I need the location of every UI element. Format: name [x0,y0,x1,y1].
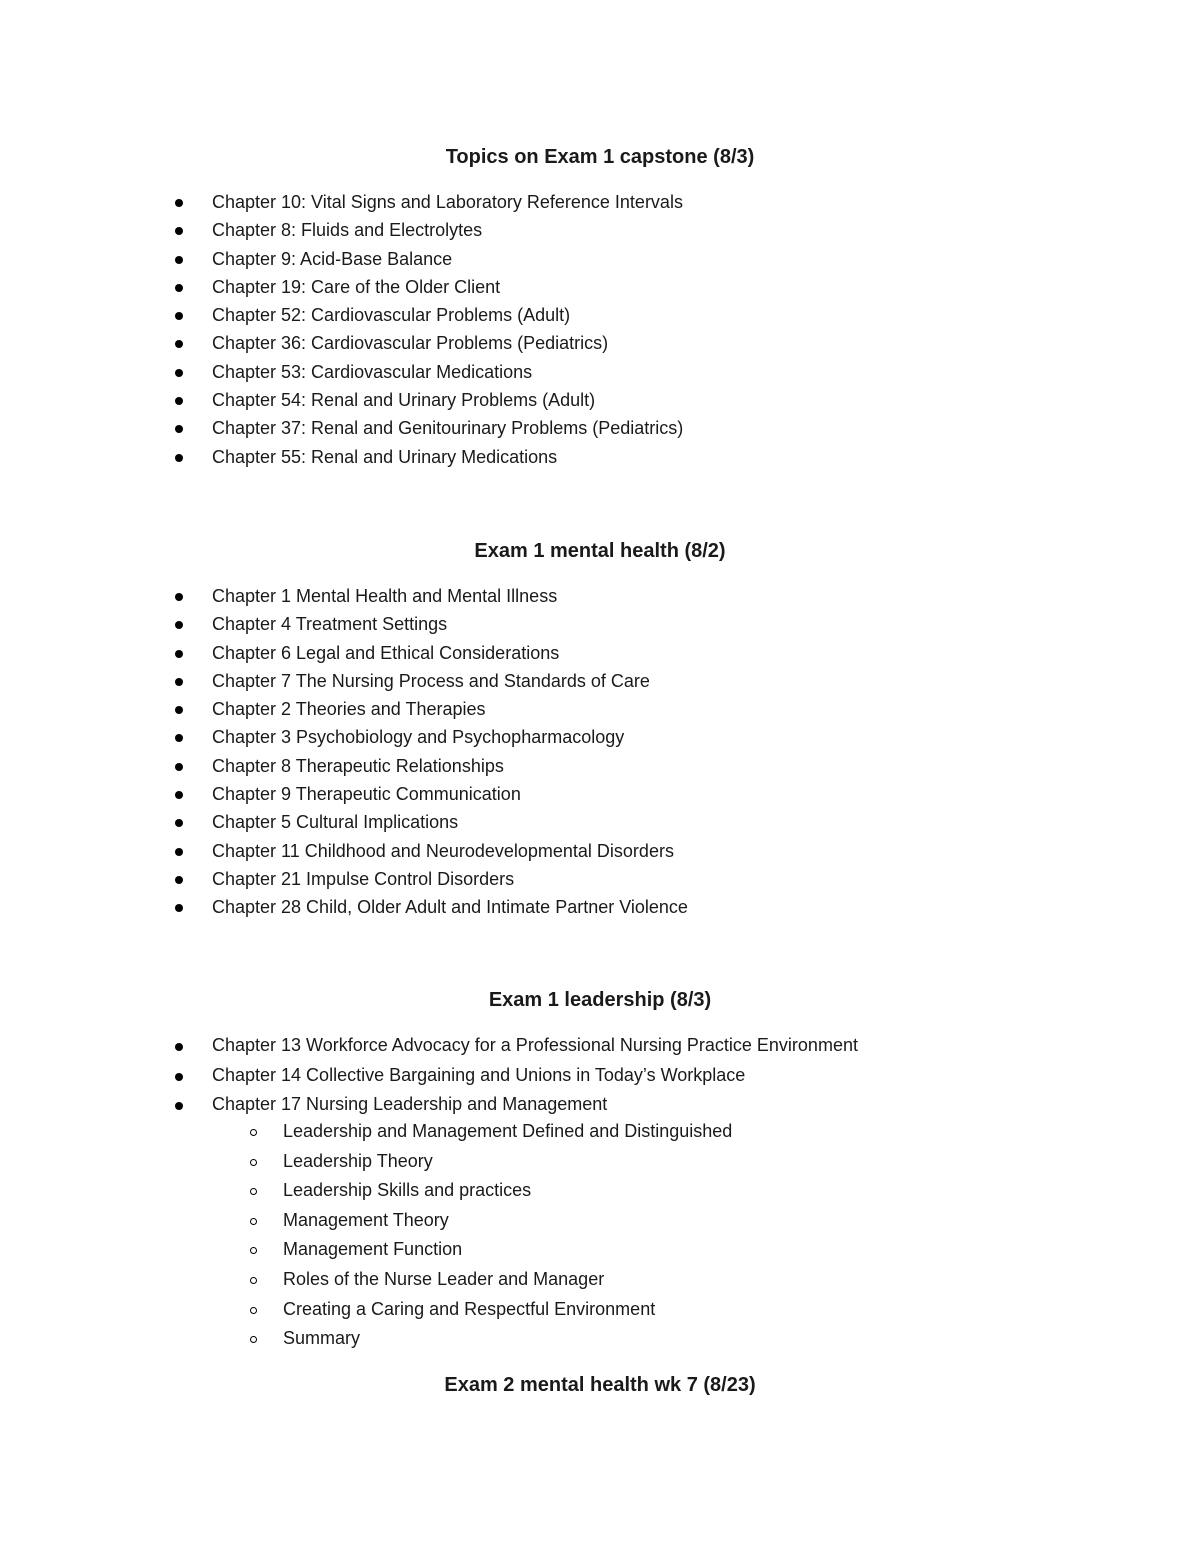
list-item: Chapter 11 Childhood and Neurodevelopmental Disorders [0,837,1200,865]
bullet-icon [175,706,183,714]
bullet-icon [175,425,183,433]
bullet-icon [175,621,183,629]
bullet-icon [175,650,183,658]
bullet-icon [175,819,183,827]
list-item: Chapter 55: Renal and Urinary Medications [0,443,1200,471]
list-item: Chapter 13 Workforce Advocacy for a Professional Nursing Practice Environment [0,1031,1200,1061]
list-item: Chapter 5 Cultural Implications [0,808,1200,836]
list-item: Chapter 3 Psychobiology and Psychopharmacology [0,723,1200,751]
bullet-icon [175,791,183,799]
sub-list-item: Roles of the Nurse Leader and Manager [0,1265,1200,1295]
circle-bullet-icon [250,1159,257,1166]
list-item: Chapter 21 Impulse Control Disorders [0,865,1200,893]
bullet-icon [175,369,183,377]
bullet-icon [175,340,183,348]
circle-bullet-icon [250,1336,257,1343]
bullet-icon [175,1102,183,1110]
leadership-subtopic-list [0,1117,1200,1354]
list-item: Chapter 2 Theories and Therapies [0,695,1200,723]
list-item: Chapter 7 The Nursing Process and Standards of Care [0,667,1200,695]
bullet-icon [175,284,183,292]
bullet-icon [175,678,183,686]
section-heading-capstone: Topics on Exam 1 capstone (8/3) [445,146,755,168]
list-item: Chapter 9: Acid-Base Balance [0,245,1200,273]
list-item: Chapter 36: Cardiovascular Problems (Pediatrics) [0,329,1200,357]
list-item: Chapter 10: Vital Signs and Laboratory Reference Intervals [0,188,1200,216]
circle-bullet-icon [250,1188,257,1195]
circle-bullet-icon [250,1277,257,1284]
circle-bullet-icon [250,1247,257,1254]
section-heading-mental-health: Exam 1 mental health (8/2) [474,540,726,562]
list-item: Chapter 52: Cardiovascular Problems (Adult) [0,301,1200,329]
leadership-topic-list [0,1031,1200,1120]
bullet-icon [175,734,183,742]
list-item: Chapter 37: Renal and Genitourinary Problems (Pediatrics) [0,414,1200,442]
list-item: Chapter 17 Nursing Leadership and Management [0,1090,1200,1120]
sub-list-item: Creating a Caring and Respectful Environment [0,1295,1200,1325]
bullet-icon [175,312,183,320]
section-heading-mental-health-exam-2: Exam 2 mental health wk 7 (8/23) [444,1374,756,1396]
list-item: Chapter 28 Child, Older Adult and Intimate Partner Violence [0,893,1200,921]
sub-list-item: Leadership Theory [0,1147,1200,1177]
list-item: Chapter 14 Collective Bargaining and Unions in Today’s Workplace [0,1061,1200,1091]
list-item: Chapter 6 Legal and Ethical Considerations [0,639,1200,667]
sub-list-item: Leadership and Management Defined and Distinguished [0,1117,1200,1147]
mental-health-topic-list [0,582,1200,922]
bullet-icon [175,397,183,405]
bullet-icon [175,904,183,912]
sub-list-item: Management Theory [0,1206,1200,1236]
list-item: Chapter 9 Therapeutic Communication [0,780,1200,808]
list-item: Chapter 1 Mental Health and Mental Illness [0,582,1200,610]
circle-bullet-icon [250,1129,257,1136]
circle-bullet-icon [250,1218,257,1225]
list-item: Chapter 8: Fluids and Electrolytes [0,216,1200,244]
sub-list-item: Management Function [0,1235,1200,1265]
list-item: Chapter 19: Care of the Older Client [0,273,1200,301]
sub-list-item: Summary [0,1324,1200,1354]
list-item: Chapter 53: Cardiovascular Medications [0,358,1200,386]
bullet-icon [175,848,183,856]
bullet-icon [175,227,183,235]
bullet-icon [175,199,183,207]
bullet-icon [175,876,183,884]
sub-list-item: Leadership Skills and practices [0,1176,1200,1206]
bullet-icon [175,593,183,601]
section-heading-leadership: Exam 1 leadership (8/3) [488,989,712,1011]
bullet-icon [175,256,183,264]
list-item: Chapter 4 Treatment Settings [0,610,1200,638]
bullet-icon [175,1073,183,1081]
list-item: Chapter 8 Therapeutic Relationships [0,752,1200,780]
capstone-topic-list [0,188,1200,471]
bullet-icon [175,763,183,771]
bullet-icon [175,454,183,462]
list-item: Chapter 54: Renal and Urinary Problems (Adult) [0,386,1200,414]
circle-bullet-icon [250,1307,257,1314]
bullet-icon [175,1043,183,1051]
